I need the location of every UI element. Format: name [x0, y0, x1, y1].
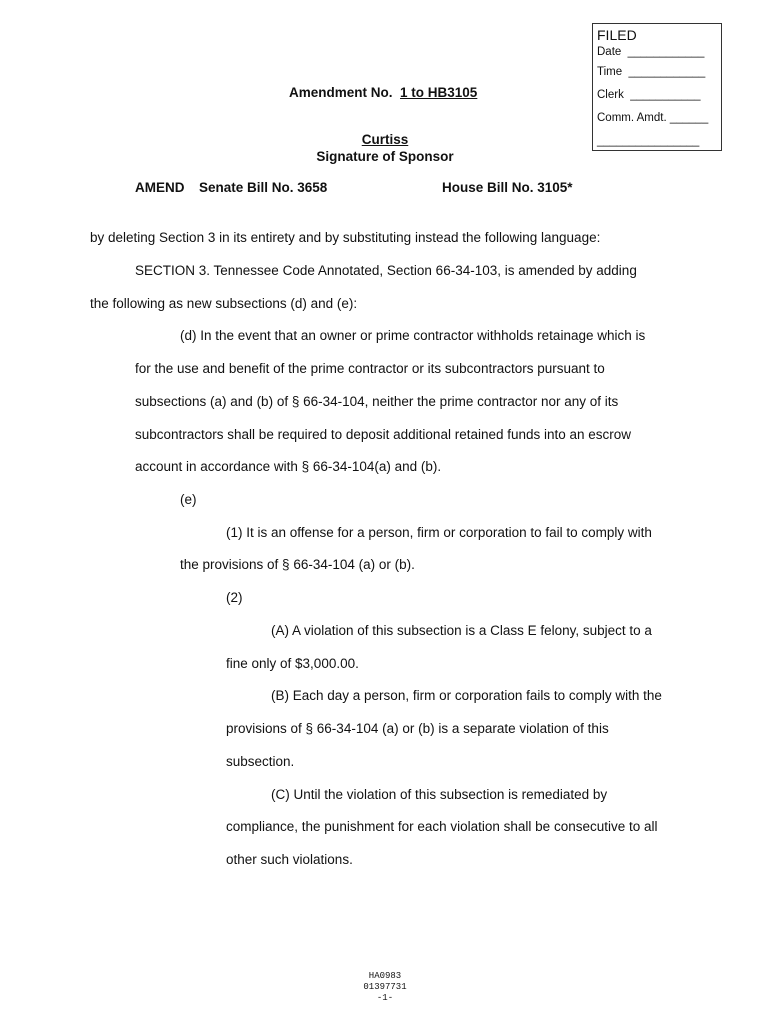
house-bill: House Bill No. 3105* [442, 180, 573, 195]
body-line: account in accordance with § 66-34-104(a) and (b). [135, 459, 442, 474]
body-line: the provisions of § 66-34-104 (a) or (b). [180, 557, 415, 572]
senate-bill: Senate Bill No. 3658 [199, 180, 328, 195]
amend-label: AMEND [135, 180, 185, 195]
footer [325, 971, 445, 1004]
amendment-prefix: Amendment No. [289, 85, 393, 100]
body-line: the following as new subsections (d) and (e): [90, 296, 358, 311]
page-number: -1- [376, 993, 394, 1003]
body-line: (e) [180, 492, 197, 507]
amendment-line [289, 85, 477, 100]
body-line: fine only of $3,000.00. [226, 656, 359, 671]
body-line: by deleting Section 3 in its entirety and by substituting instead the following language: [90, 230, 601, 245]
body-line: (C) Until the violation of this subsection is remediated by [271, 787, 608, 802]
body-line: (B) Each day a person, firm or corporation fails to comply with the [271, 688, 662, 703]
body-line: subcontractors shall be required to deposit additional retained funds into an escrow [135, 427, 632, 442]
body-line: for the use and benefit of the prime contractor or its subcontractors pursuant to [135, 361, 605, 376]
body-line: other such violations. [226, 852, 353, 867]
footer-code-1: HA0983 [368, 971, 402, 981]
body-line: subsections (a) and (b) of § 66-34-104, neither the prime contractor nor any of its [135, 394, 619, 409]
body-line: subsection. [226, 754, 295, 769]
filed-date: Date ____________ [597, 46, 705, 58]
amendment-number: 1 to HB3105 [400, 85, 478, 100]
sponsor-caption: Signature of Sponsor [316, 149, 454, 164]
filed-clerk: Clerk ___________ [597, 89, 701, 101]
sponsor-name: Curtiss [361, 132, 409, 147]
body-line: SECTION 3. Tennessee Code Annotated, Section 66-34-103, is amended by adding [135, 263, 637, 278]
filed-title: FILED [597, 27, 637, 43]
body-line: provisions of § 66-34-104 (a) or (b) is a separate violation of this [226, 721, 609, 736]
body-line: compliance, the punishment for each violation shall be consecutive to all [226, 819, 658, 834]
body-line: (A) A violation of this subsection is a Class E felony, subject to a [271, 623, 652, 638]
filed-blank-line: ________________ [597, 135, 700, 147]
body-line: (1) It is an offense for a person, firm or corporation to fail to comply with [226, 525, 652, 540]
body-line: (d) In the event that an owner or prime contractor withholds retainage which is [180, 328, 646, 343]
body-line: (2) [226, 590, 243, 605]
footer-code-2: 01397731 [363, 982, 407, 992]
filed-time: Time ____________ [597, 66, 706, 78]
filed-comm-amdt: Comm. Amdt. ______ [597, 112, 709, 124]
